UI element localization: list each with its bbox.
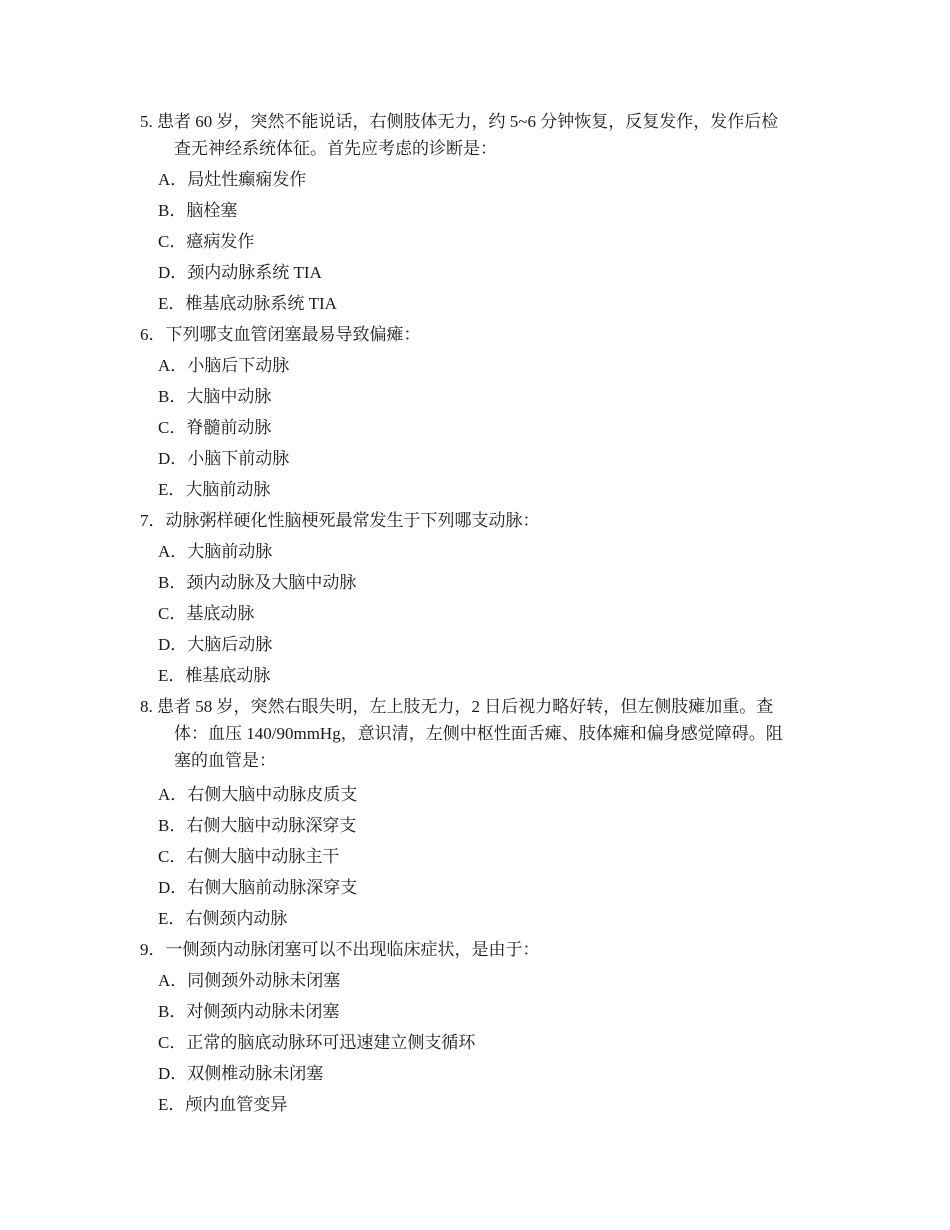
- option-7a: A．大脑前动脉: [158, 542, 273, 561]
- question-7: [140, 507, 820, 534]
- option-9a: A．同侧颈外动脉未闭塞: [158, 971, 341, 990]
- question-stem-line: 7．动脉粥样硬化性脑梗死最常发生于下列哪支动脉：: [140, 511, 540, 530]
- option-5b: B．脑栓塞: [158, 201, 238, 220]
- option-6b: B．大脑中动脉: [158, 387, 272, 406]
- option-5c: C．癔病发作: [158, 232, 255, 251]
- option-8b: B．右侧大脑中动脉深穿支: [158, 816, 357, 835]
- question-8: [140, 693, 820, 774]
- option-8c: C．右侧大脑中动脉主干: [158, 847, 340, 866]
- option-6e: E．大脑前动脉: [158, 480, 271, 499]
- option-9e: E．颅内血管变异: [158, 1095, 288, 1114]
- question-6: [140, 321, 820, 348]
- question-stem-line: 9．一侧颈内动脉闭塞可以不出现临床症状，是由于：: [140, 940, 540, 959]
- option-5d: D．颈内动脉系统 TIA: [158, 263, 322, 282]
- option-8d: D．右侧大脑前动脉深穿支: [158, 878, 358, 897]
- question-stem-line: 6．下列哪支血管闭塞最易导致偏瘫：: [140, 325, 421, 344]
- question-stem-line: 查无神经系统体征。首先应考虑的诊断是：: [174, 139, 497, 158]
- question-5: [140, 108, 820, 162]
- question-stem-line: 8. 患者 58 岁，突然右眼失明，左上肢无力，2 日后视力略好转，但左侧肢瘫加重。查: [140, 697, 774, 716]
- option-6c: C．脊髓前动脉: [158, 418, 272, 437]
- option-6a: A．小脑后下动脉: [158, 356, 290, 375]
- option-7c: C．基底动脉: [158, 604, 255, 623]
- option-5e: E．椎基底动脉系统 TIA: [158, 294, 337, 313]
- option-9b: B．对侧颈内动脉未闭塞: [158, 1002, 340, 1021]
- question-stem-line: 体：血压 140/90mmHg，意识清，左侧中枢性面舌瘫、肢体瘫和偏身感觉障碍。阻: [174, 724, 783, 743]
- option-7d: D．大脑后动脉: [158, 635, 273, 654]
- question-9: [140, 936, 820, 963]
- option-9d: D．双侧椎动脉未闭塞: [158, 1064, 324, 1083]
- option-6d: D．小脑下前动脉: [158, 449, 290, 468]
- option-7e: E．椎基底动脉: [158, 666, 271, 685]
- option-5a: A．局灶性癫痫发作: [158, 170, 307, 189]
- question-stem-line: 塞的血管是：: [174, 751, 276, 770]
- option-8a: A．右侧大脑中动脉皮质支: [158, 785, 358, 804]
- option-7b: B．颈内动脉及大脑中动脉: [158, 573, 357, 592]
- option-8e: E．右侧颈内动脉: [158, 909, 288, 928]
- option-9c: C．正常的脑底动脉环可迅速建立侧支循环: [158, 1033, 476, 1052]
- question-stem-line: 5. 患者 60 岁，突然不能说话，右侧肢体无力，约 5~6 分钟恢复，反复发作，发作后检: [140, 112, 779, 131]
